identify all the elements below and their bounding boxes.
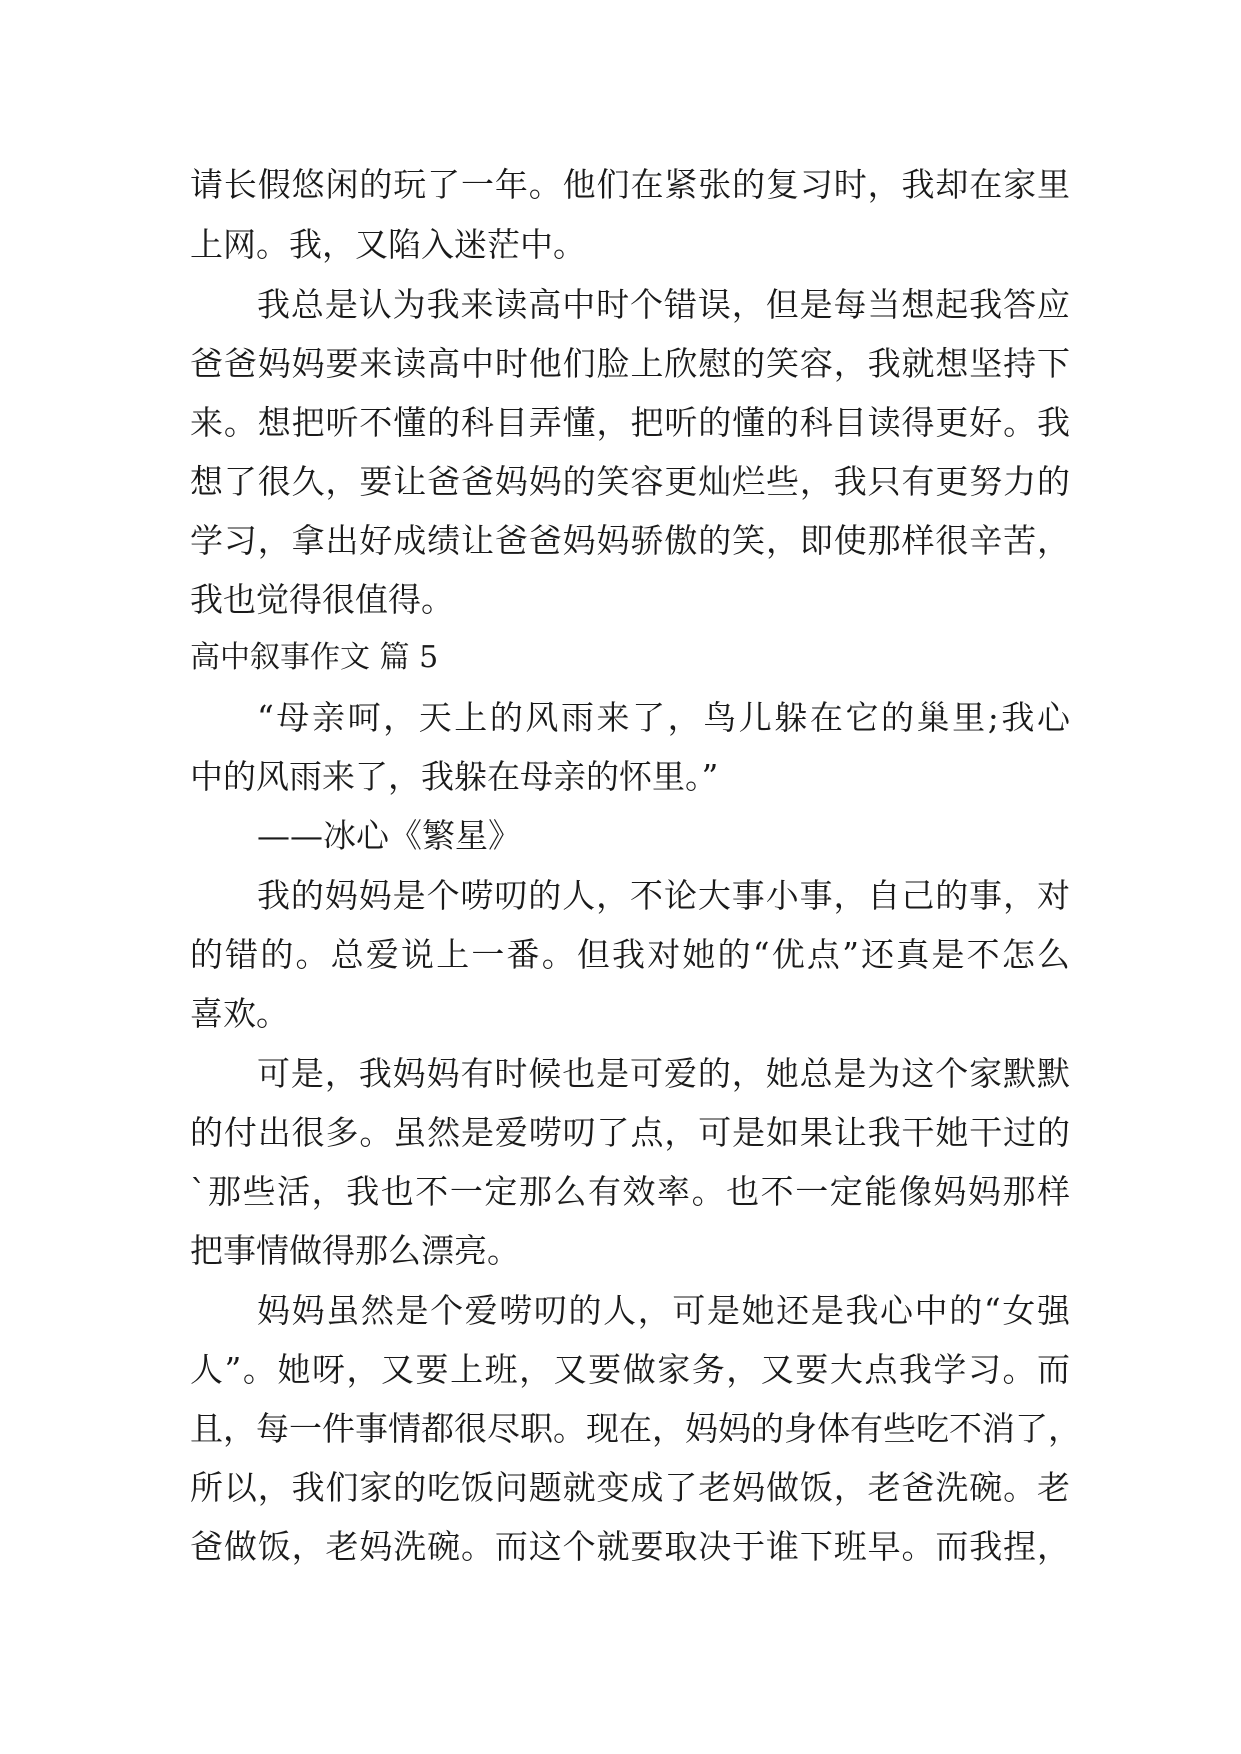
text-line: 请长假悠闲的玩了一年。他们在紧张的复习时，我却在家里 [190, 165, 1070, 204]
text-line: 且，每一件事情都很尽职。现在，妈妈的身体有些吃不消了， [190, 1409, 1081, 1448]
text-line: 我总是认为我来读高中时个错误，但是每当想起我答应 [257, 285, 1070, 324]
quote-attribution: ——冰心《繁星》 [257, 816, 521, 855]
text-line: 的付出很多。虽然是爱唠叨了点，可是如果让我干她干过的 [190, 1113, 1070, 1152]
text-line: 爸爸妈妈要来读高中时他们脸上欣慰的笑容，我就想坚持下 [190, 344, 1070, 383]
text-line: 学习，拿出好成绩让爸爸妈妈骄傲的笑，即使那样很辛苦， [190, 521, 1070, 560]
text-line: 爸做饭，老妈洗碗。而这个就要取决于谁下班早。而我捏， [190, 1527, 1070, 1566]
text-line: 上网。我，又陷入迷茫中。 [190, 225, 586, 264]
text-line: 喜欢。 [190, 994, 289, 1033]
text-line: 的错的。总爱说上一番。但我对她的“优点”还真是不怎么 [190, 935, 1070, 974]
text-line: 把事情做得那么漂亮。 [190, 1231, 520, 1270]
section-heading: 高中叙事作文 篇 5 [190, 640, 439, 675]
text-line: 我也觉得很值得。 [190, 580, 454, 619]
text-line: 妈妈虽然是个爱唠叨的人，可是她还是我心中的“女强 [257, 1291, 1070, 1330]
text-line: `那些活，我也不一定那么有效率。也不一定能像妈妈那样 [190, 1172, 1070, 1211]
text-line: 可是，我妈妈有时候也是可爱的，她总是为这个家默默 [257, 1054, 1070, 1093]
quote-line: “母亲呵，天上的风雨来了，鸟儿躲在它的巢里;我心 [257, 698, 1070, 737]
text-line: 所以，我们家的吃饭问题就变成了老妈做饭，老爸洗碗。老 [190, 1468, 1070, 1507]
text-line: 来。想把听不懂的科目弄懂，把听的懂的科目读得更好。我 [190, 403, 1070, 442]
text-line: 人”。她呀，又要上班，又要做家务，又要大点我学习。而 [190, 1350, 1070, 1389]
text-line: 想了很久，要让爸爸妈妈的笑容更灿烂些，我只有更努力的 [190, 462, 1070, 501]
quote-line: 中的风雨来了，我躲在母亲的怀里。” [190, 757, 719, 796]
text-line: 我的妈妈是个唠叨的人，不论大事小事，自己的事，对 [257, 876, 1070, 915]
